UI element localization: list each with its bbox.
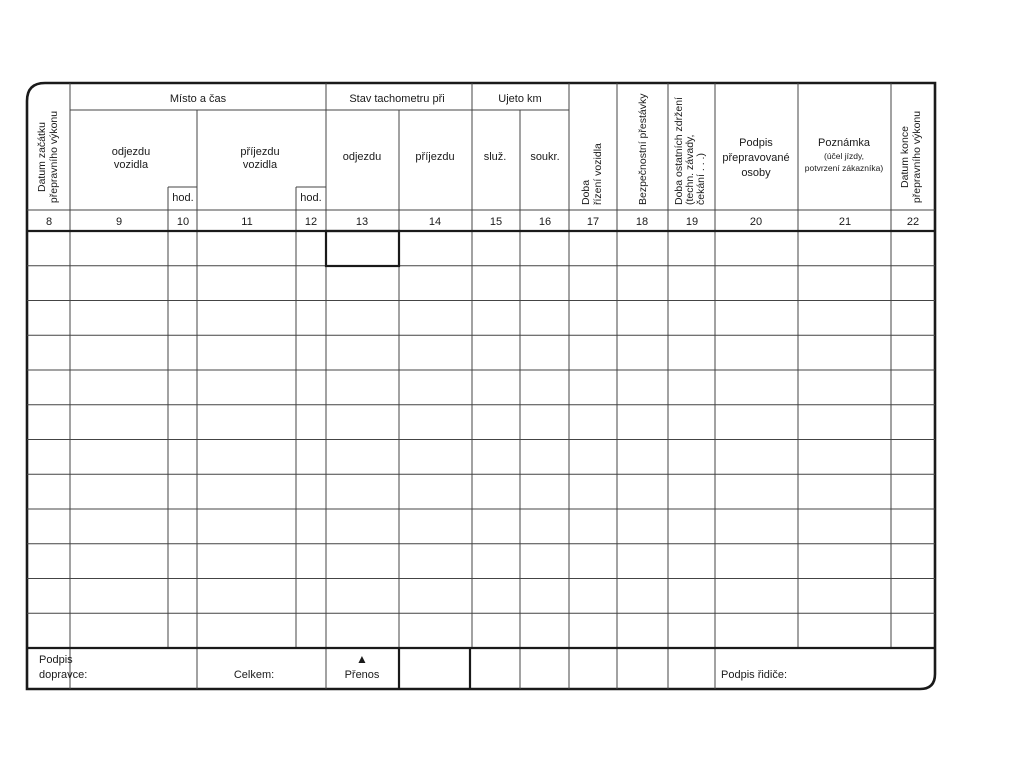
prenos-label: Přenos [344, 669, 380, 681]
column-number-17: 17 [586, 216, 600, 228]
col19-header-line3: čekání . . .) [695, 153, 707, 205]
celkem-label: Celkem: [233, 669, 275, 681]
group-misto-cas: Místo a čas [169, 93, 227, 105]
group-stav-tachometru: Stav tachometru při [349, 93, 445, 105]
prenos-arrow-icon: ▲ [356, 652, 368, 666]
col11-header-line1: příjezdu [240, 146, 280, 158]
col11-header-line2: vozidla [242, 159, 278, 171]
grid-lines [27, 83, 935, 689]
column-number-14: 14 [428, 216, 442, 228]
column-number-9: 9 [115, 216, 123, 228]
column-number-row [46, 216, 919, 228]
col19-header-line1: Doba ostatních zdržení [673, 97, 685, 205]
column-number-22: 22 [906, 216, 920, 228]
podpis-dopravce-line2: dopravce: [39, 669, 88, 681]
col14-header: příjezdu [415, 151, 455, 163]
col21-header-line1: Poznámka [818, 137, 870, 149]
col22-header-line1: Datum konce [899, 126, 911, 188]
col18-header: Bezpečnostní přestávky [637, 93, 649, 205]
column-number-16: 16 [538, 216, 552, 228]
col17-header-line1: Doba [580, 179, 592, 205]
col21-header-line2: (účel jízdy, [824, 151, 864, 161]
thick-lines [27, 231, 935, 689]
col20-header-line2: přepravované [722, 152, 790, 164]
column-number-10: 10 [176, 216, 190, 228]
group-ujeto-km: Ujeto km [498, 93, 542, 105]
column-number-8: 8 [45, 216, 53, 228]
col16-header: soukr. [530, 151, 560, 163]
column-number-19: 19 [685, 216, 699, 228]
col10-header: hod. [172, 192, 194, 204]
col17-header-line2: řízení vozidla [592, 143, 604, 205]
col20-header-line3: osoby [741, 167, 771, 179]
podpis-dopravce-line1: Podpis [39, 654, 73, 666]
col8-header-line1: Datum začátku [36, 121, 48, 193]
column-number-13: 13 [355, 216, 369, 228]
column-number-11: 11 [241, 216, 253, 228]
col9-header-line1: odjezdu [111, 146, 151, 158]
col12-header: hod. [300, 192, 322, 204]
col22-header-line2: přepravního výkonu [911, 110, 923, 204]
col20-header-line1: Podpis [739, 137, 773, 149]
column-number-15: 15 [489, 216, 503, 228]
highlighted-cell[interactable] [326, 231, 399, 266]
form-outer-border [27, 83, 935, 689]
col8-header-line2: přepravního výkonu [48, 110, 60, 204]
col13-header: odjezdu [342, 151, 382, 163]
podpis-ridice-label: Podpis řidiče: [721, 669, 788, 681]
col15-header: služ. [483, 151, 507, 163]
column-number-20: 20 [749, 216, 763, 228]
column-number-21: 21 [838, 216, 852, 228]
col21-header-line3: potvrzení zákazníka) [804, 163, 884, 173]
column-number-12: 12 [304, 216, 318, 228]
column-number-18: 18 [635, 216, 649, 228]
col9-header-line2: vozidla [113, 159, 149, 171]
col19-header-line2: (techn. závady, [684, 134, 696, 205]
